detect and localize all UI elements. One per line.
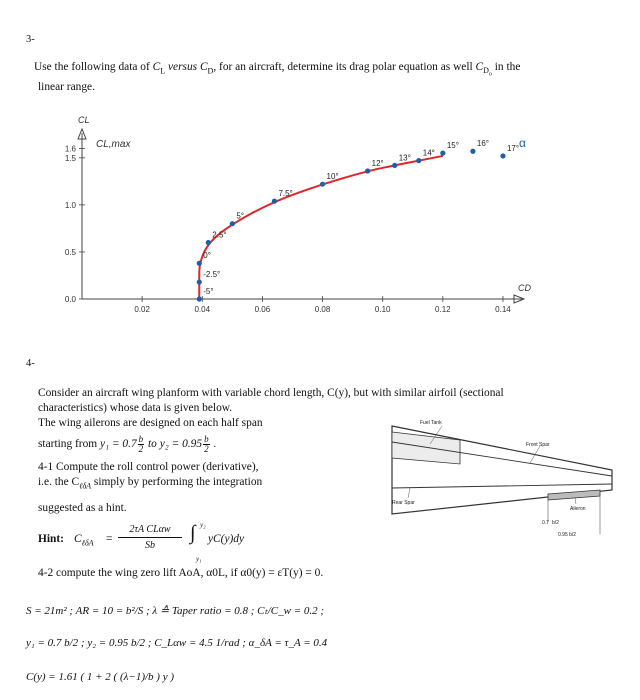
fuel-tank-label: Fuel Tank [420, 420, 442, 426]
data-point-label: 17° [506, 143, 520, 153]
given-line-2: y₁ = 0.7 b/2 ; y₂ = 0.95 b/2 ; C_Lαw = 4.5 1/rad ; α_δA = τ_A = 0.4 [26, 637, 328, 649]
rear-spar-line [392, 484, 612, 488]
cd-subscript: D [207, 66, 214, 76]
data-point [392, 163, 397, 168]
cl-symbol: C [152, 61, 161, 73]
hint-formula [38, 522, 368, 562]
frac-b-over-2-b [203, 435, 210, 454]
hint-lhs-sub: ℓδA [81, 538, 94, 548]
integral-lower: y₁ [196, 555, 202, 563]
given-line-1: S = 21m² ; AR = 10 = b²/S ; λ ≙ Taper ratio = 0.8 ; Cₜ/C_w = 0.2 ; [26, 605, 325, 617]
pos-b2-label: b/2 [552, 520, 559, 526]
frac-2-den-a: 2 [138, 444, 144, 454]
problem-3-number: 3- [26, 34, 35, 45]
pos-095-label: 0.95 b/2 [558, 532, 577, 538]
chart-ticks [65, 144, 511, 314]
y-axis-label: CL [78, 115, 90, 125]
p3-text-a: Use the following data of [34, 61, 153, 73]
data-point [440, 151, 445, 156]
drag-polar-chart [0, 105, 640, 325]
frac-2-den-b: 2 [204, 444, 209, 454]
rear-spar-label: Rear Spar [392, 500, 415, 506]
problem-3-line2: linear range. [38, 81, 95, 93]
problem-3-statement [34, 60, 624, 83]
front-spar-label: Front Spar [526, 442, 550, 448]
data-point-label: 0° [203, 251, 211, 261]
x-tick-label: 0.12 [435, 305, 451, 314]
x-tick-label: 0.10 [374, 305, 391, 314]
p4-ailerons-line: The wing ailerons are designed on each half span [38, 417, 263, 429]
data-point-label: 16° [476, 139, 490, 149]
data-point [197, 296, 202, 301]
data-point [470, 149, 475, 154]
frac-b-num-a: b [138, 434, 144, 444]
data-point-label: 15° [446, 141, 459, 151]
given-line-3: C(y) = 1.61 ( 1 + 2 ( (λ−1)/b ) y ) [26, 671, 174, 683]
integrand: yC(y)dy [208, 533, 245, 545]
y-tick-label: 0.0 [64, 295, 76, 304]
cl-max-label: CL,max [96, 139, 131, 150]
p4-start-text: starting from [38, 438, 101, 451]
data-point-label: 10° [326, 172, 339, 182]
data-point [500, 153, 505, 158]
chart-points [197, 139, 519, 301]
hint-denominator: Sb [145, 540, 155, 551]
wing-planform-diagram [380, 418, 620, 538]
problem-4-number: 4- [26, 358, 35, 369]
data-point [320, 182, 325, 187]
q42-line: 4-2 compute the wing zero lift AoA, α0L, if α0(y) = εT(y) = 0. [38, 567, 324, 579]
q41-line-a: 4-1 Compute the roll control power (derivative), [38, 461, 259, 473]
y2-value: y₂ = 0.95 [159, 438, 203, 451]
q41-subscript: ℓδA [79, 481, 92, 491]
data-point [197, 261, 202, 266]
p3-text-c: in the [491, 61, 521, 73]
y-tick-label: 1.5 [64, 153, 76, 163]
cd0-subscript: D [483, 66, 489, 76]
y1-value: y₁ = 0.7 [100, 438, 137, 451]
data-point-label: 14° [422, 148, 435, 158]
integral-sign: ∫ [190, 522, 196, 544]
data-point-label: 13° [398, 153, 411, 163]
frac-b-num-b: b [204, 434, 209, 444]
cl-subscript: L [160, 66, 166, 76]
q41-text-c: simply by performing the integration [91, 476, 263, 488]
x-tick-label: 0.02 [134, 305, 150, 314]
data-point-label: -2.5° [203, 270, 221, 280]
p4-intro-line1: Consider an aircraft wing planform with variable chord length, C(y), but with similar airfoil (sectional [38, 387, 504, 399]
x-axis-label: CD [518, 283, 531, 293]
cd0-symbol: C [475, 61, 484, 73]
y-tick-label: 1.0 [64, 200, 76, 210]
pos-07-label: 0.7 [542, 520, 549, 526]
p3-text-b: , for an aircraft, determine its drag polar equation as well [213, 61, 476, 73]
fuel-tank-region [392, 432, 460, 464]
data-point-label: -5° [203, 287, 214, 296]
cd0-subsubscript: o [488, 71, 492, 78]
frac-b-over-2-a [138, 435, 145, 454]
x-tick-label: 0.14 [495, 305, 511, 314]
x-tick-label: 0.04 [194, 305, 211, 314]
hint-equals: = [106, 533, 113, 545]
data-point [197, 279, 202, 284]
hint-numerator: 2τA CLαw [118, 522, 182, 538]
data-point-label: 7.5° [278, 189, 293, 199]
q41-text-b: i.e. the C [38, 476, 80, 488]
p4-to-text: to [145, 438, 160, 451]
problem-4-body [38, 416, 378, 516]
hint-lhs: C [74, 533, 82, 545]
drag-polar-curve [199, 156, 443, 299]
alpha-label: α [519, 136, 526, 150]
integral-upper: y₂ [200, 521, 206, 529]
p3-versus: versus [165, 61, 200, 73]
data-point-label: 5° [236, 211, 245, 221]
hint-label: Hint: [38, 533, 64, 545]
data-point [365, 168, 370, 173]
q41-line-d: suggested as a hint. [38, 502, 127, 515]
p4-start-line: starting from y₁ = 0.7 $\frac{b}{2}$ to y₂ = 0.95 $\frac{b}{2}$ . [38, 434, 217, 454]
data-point [272, 199, 277, 204]
leader-aileron [575, 498, 576, 504]
aileron-label: Aileron [570, 506, 586, 512]
chart-axes [78, 129, 524, 303]
y-tick-label: 1.6 [64, 144, 76, 154]
leader-rear [408, 488, 410, 498]
data-point [230, 221, 235, 226]
y-tick-label: 0.5 [64, 247, 76, 257]
data-point [416, 158, 421, 163]
data-point [206, 240, 211, 245]
data-point-label: 2.5° [212, 230, 227, 240]
aileron-region [548, 490, 600, 500]
p4-intro-line2: characteristics) whose data is given below. [38, 402, 233, 414]
x-tick-label: 0.06 [254, 305, 271, 314]
data-point-label: 12° [371, 159, 384, 168]
cd-symbol: C [199, 61, 208, 73]
problem-4-intro [38, 386, 628, 416]
x-tick-label: 0.08 [314, 305, 331, 314]
q41-line-b [38, 475, 378, 493]
